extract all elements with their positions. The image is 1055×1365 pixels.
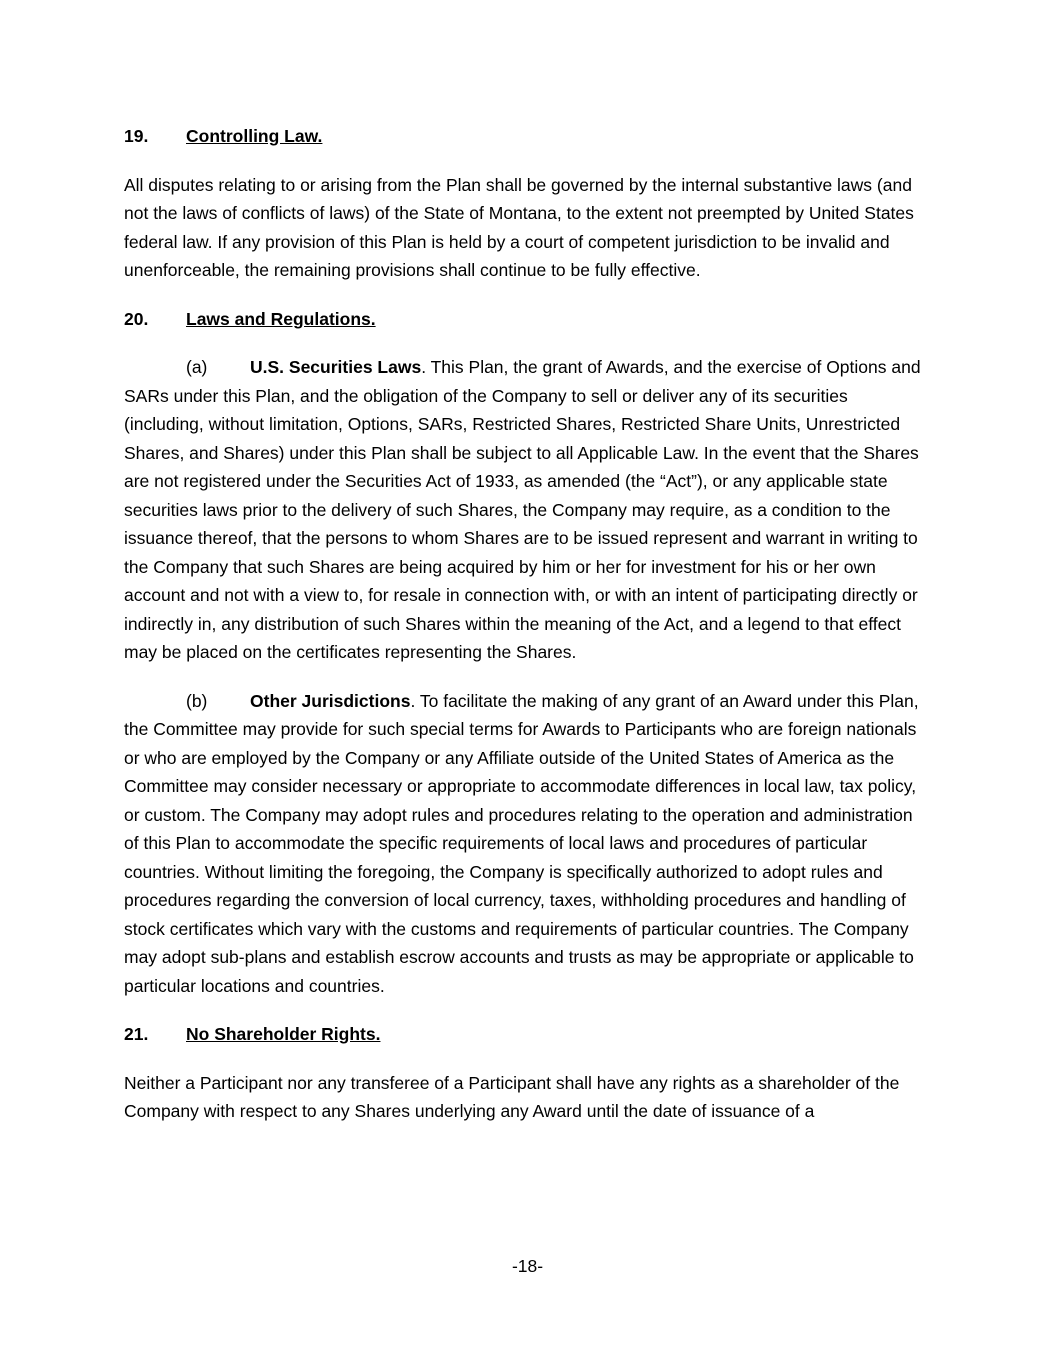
subsection-paragraph-a (124, 353, 930, 667)
section-title: No Shareholder Rights. (186, 1024, 381, 1044)
section-title: Laws and Regulations. (186, 308, 376, 329)
subsection-text: . To facilitate the making of any grant of an Award under this Plan, the Committee may provide for such special terms for Awards to Participants who are foreign nationals or who are employed by the Company or any Affiliate outside of the United States of America as the Committee may consider necessary or appropriate to accommodate differences in local law, tax policy, or custom. The Company may adopt rules and procedures relating to the operation and administration of this Plan to accommodate the specific requirements of local laws and procedures of particular countries. Without limiting the foregoing, the Company is specifically authorized to adopt rules and procedures regarding the conversion of local currency, taxes, withholding procedures and handling of stock certificates which vary with the customs and requirements of particular countries. The Company may adopt sub-plans and establish escrow accounts and trusts as may be appropriate or applicable to particular locations and countries. (124, 690, 919, 996)
section-number: 21. (124, 1024, 149, 1044)
section-heading-19 (124, 122, 930, 151)
subsection-label: (b) (186, 690, 208, 711)
page-number: -18- (511, 1256, 544, 1276)
section-number: 19. (124, 126, 149, 146)
subsection-text: . This Plan, the grant of Awards, and the exercise of Options and SARs under this Plan, and the obligation of the Company to sell or deliver any of its securities (including, without limitation, Options, SARs, Restricted Shares, Restricted Share Units, Unrestricted Shares, and Shares) under this Plan shall be subject to all Applicable Law. In the event that the Shares are not registered under the Securities Act of 1933, as amended (the “Act”), or any applicable state securities laws prior to the delivery of such Shares, the Company may require, as a condition to the issuance thereof, that the persons to whom Shares are to be issued represent and warrant in writing to the Company that such Shares are being acquired by him or her for investment for his or her own account and not with a view to, for resale in connection with, or with an intent of participating directly or indirectly in, any distribution of such Shares within the meaning of the Act, and a legend to that effect may be placed on the certificates representing the Shares. (124, 357, 921, 662)
subsection-paragraph-b (124, 687, 930, 1001)
section-heading-21 (124, 1020, 930, 1049)
section-title: Controlling Law. (186, 126, 323, 146)
section-heading-20 (124, 305, 930, 334)
section-number: 20. (124, 308, 149, 329)
subsection-lead: Other Jurisdictions (250, 690, 411, 711)
paragraph-controlling-law: All disputes relating to or arising from the Plan shall be governed by the internal substantive laws (and not the laws of conflicts of laws) of the State of Montana, to the extent not preempted by United States federal law. If any provision of this Plan is held by a court of competent jurisdiction to be invalid and unenforceable, the remaining provisions shall continue to be fully effective. (124, 174, 914, 280)
paragraph-no-shareholder-rights: Neither a Participant nor any transferee of a Participant shall have any rights as a shareholder of the Company with respect to any Shares underlying any Award until the date of issuance of a (124, 1072, 900, 1121)
subsection-label: (a) (186, 357, 208, 377)
subsection-lead: U.S. Securities Laws (250, 357, 422, 377)
